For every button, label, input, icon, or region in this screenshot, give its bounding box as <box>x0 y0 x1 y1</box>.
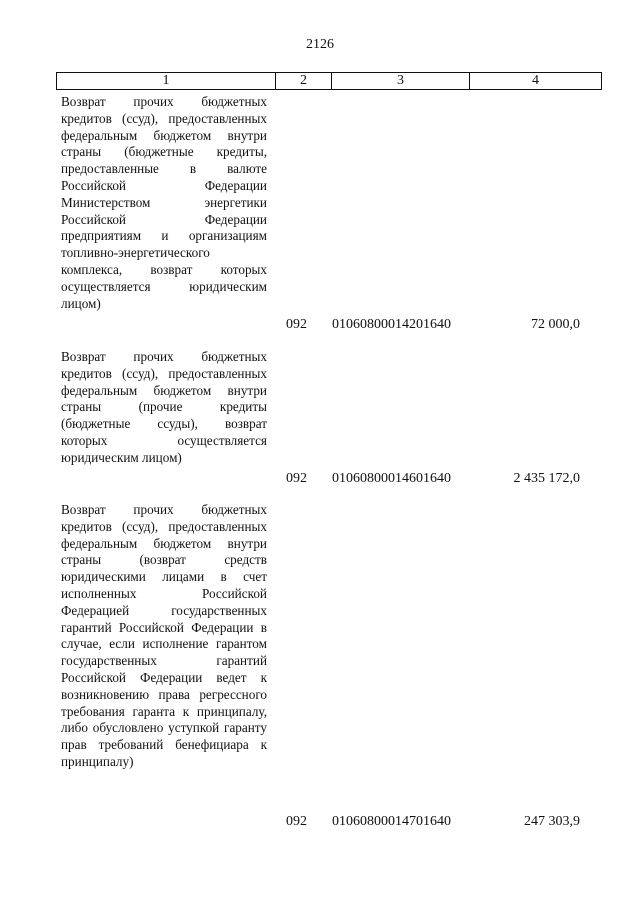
row-amount: 247 303,9 <box>524 814 580 830</box>
table-header <box>56 72 602 90</box>
table-row <box>56 94 602 334</box>
column-header-4: 4 <box>469 73 601 89</box>
row-description: Возврат прочих бюджетных кредитов (ссуд), предоставленных федеральным бюджетом внутри страны (возврат средств юридическими лицами в счет исполненных Российской Федерацией государственных гарантий Российской Федерации в случае, если исполнение гарантом государственных гарантий Российской Федерации ведет к возникновению права регрессного требования гаранта к принципалу, либо обусловлено уступкой гаранту прав требований бенефициара к принципалу) <box>61 502 267 769</box>
row-ministry-code: 092 <box>286 814 307 830</box>
row-description: Возврат прочих бюджетных кредитов (ссуд), предоставленных федеральным бюджетом внутри страны (прочие кредиты (бюджетные ссуды), возврат которых осуществляется юридическим лицом) <box>61 349 267 465</box>
row-ministry-code: 092 <box>286 471 307 487</box>
column-header-1: 1 <box>162 73 170 88</box>
page-number: 2126 <box>306 37 334 52</box>
row-description: Возврат прочих бюджетных кредитов (ссуд), предоставленных федеральным бюджетом внутри страны (бюджетные кредиты, предоставленные в валюте Российской Федерации Министерством энергетики Российской Федерации предприятиям и организациям топливно-энергетического комплекса, возврат которых осуществляется юридическим лицом) <box>61 94 267 311</box>
table-row <box>56 349 602 488</box>
table-row <box>56 502 602 831</box>
column-header-3: 3 <box>331 73 469 89</box>
column-header-2: 2 <box>275 73 331 89</box>
row-budget-code: 01060800014601640 <box>332 471 451 487</box>
row-budget-code: 01060800014201640 <box>332 317 451 333</box>
row-amount: 2 435 172,0 <box>513 471 580 487</box>
row-budget-code: 01060800014701640 <box>332 814 451 830</box>
row-amount: 72 000,0 <box>531 317 580 333</box>
row-ministry-code: 092 <box>286 317 307 333</box>
